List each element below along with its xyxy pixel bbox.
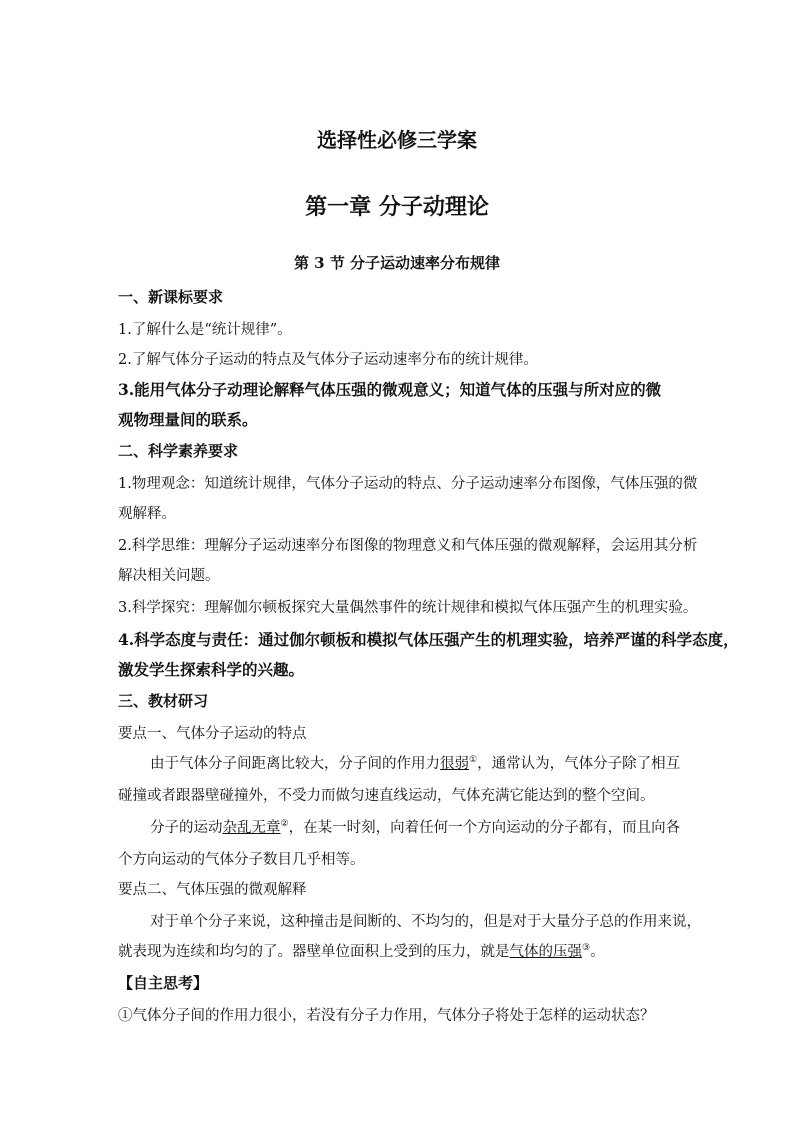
paragraph1-line1 xyxy=(150,752,690,773)
part1-item1: 1.了解什么是“统计规律”。 xyxy=(118,322,292,338)
p1-footnote-mark: ① xyxy=(469,755,478,766)
paragraph3-line1: 对于单个分子来说，这种撞击是间断的、不均匀的，但是对于大量分子总的作用来说， xyxy=(150,914,701,930)
part2-heading: 二、科学素养要求 xyxy=(118,442,239,460)
p3-text-b: 。 xyxy=(590,944,605,960)
doc-title: 选择性必修三学案 xyxy=(317,128,477,152)
paragraph2-line2: 个方向运动的气体分子数目几乎相等。 xyxy=(118,852,365,868)
think-heading: 【自主思考】 xyxy=(118,974,209,992)
p3-underlined: 气体的压强 xyxy=(509,944,582,960)
p3-footnote-mark: ③ xyxy=(582,943,591,954)
p2-footnote-mark: ② xyxy=(280,819,289,830)
part2-item4-line2: 激发学生探索科学的兴趣。 xyxy=(118,660,305,679)
part2-item2-line2: 解决相关问题。 xyxy=(118,568,220,584)
part1-item2: 2.了解气体分子运动的特点及气体分子运动速率分布的统计规律。 xyxy=(118,352,538,368)
part1-item3-line1: 3.能用气体分子动理论解释气体压强的微观意义；知道气体的压强与所对应的微 xyxy=(118,380,662,399)
point1-heading: 要点一、气体分子运动的特点 xyxy=(118,726,307,742)
part2-item1-line2: 观解释。 xyxy=(118,506,176,522)
chapter-title: 第一章 分子动理论 xyxy=(305,194,489,220)
p2-underlined: 杂乱无章 xyxy=(222,820,281,836)
part2-item3: 3.科学探究：理解伽尔顿板探究大量偶然事件的统计规律和模拟气体压强产生的机理实验。 xyxy=(118,600,698,616)
section-title: 第 3 节 分子运动速率分布规律 xyxy=(293,254,501,272)
paragraph2-line1 xyxy=(150,816,690,837)
p1-underlined: 很弱 xyxy=(440,756,469,772)
think-question1: ①气体分子间的作用力很小，若没有分子力作用，气体分子将处于怎样的运动状态？ xyxy=(118,1008,655,1024)
part1-heading: 一、新课标要求 xyxy=(118,288,224,306)
part2-item2-line1: 2.科学思维：理解分子运动速率分布图像的物理意义和气体压强的微观解释，会运用其分析 xyxy=(118,538,698,554)
p3-text-a: 就表现为连续和均匀的了。器壁单位面积上受到的压力，就是 xyxy=(118,944,510,960)
part2-item1-line1: 1.物理观念：知道统计规律，气体分子运动的特点、分子运动速率分布图像，气体压强的微 xyxy=(118,476,698,492)
part2-item4-line1: 4.科学态度与责任：通过伽尔顿板和模拟气体压强产生的机理实验，培养严谨的科学态度， xyxy=(118,630,739,649)
part1-item3-line2: 观物理量间的联系。 xyxy=(118,410,258,429)
p1-text-a: 由于气体分子间距离比较大，分子间的作用力 xyxy=(150,756,440,772)
p1-text-b: ，通常认为，气体分子除了相互 xyxy=(477,756,681,772)
paragraph3-line2 xyxy=(118,940,688,961)
p2-text-b: ，在某一时刻，向着任何一个方向运动的分子都有，而且向各 xyxy=(288,820,681,836)
point2-heading: 要点二、气体压强的微观解释 xyxy=(118,882,307,898)
p2-text-a: 分子的运动 xyxy=(150,820,223,836)
part3-heading: 三、教材研习 xyxy=(118,692,209,710)
paragraph1-line2: 碰撞或者跟器壁碰撞外，不受力而做匀速直线运动，气体充满它能达到的整个空间。 xyxy=(118,788,655,804)
